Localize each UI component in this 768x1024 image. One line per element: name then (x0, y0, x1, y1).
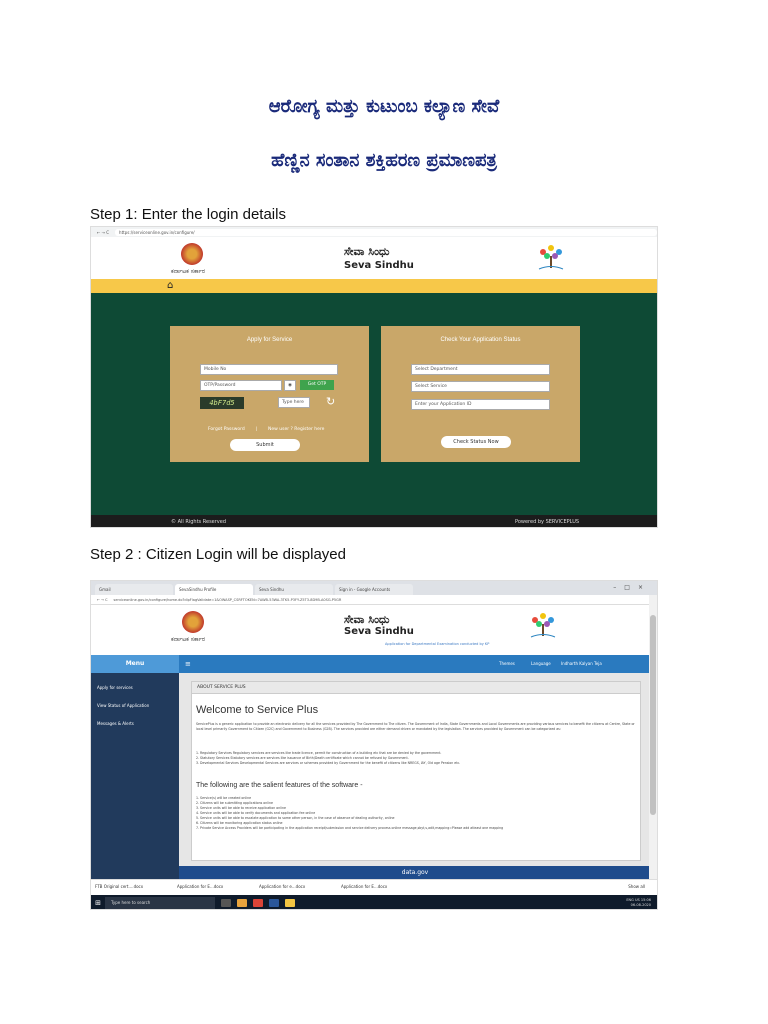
get-otp-button[interactable]: Get OTP (300, 380, 334, 390)
portal-header (91, 237, 657, 279)
sidebar-item-status[interactable]: View Status of Application (97, 703, 150, 708)
eye-icon[interactable]: ◉ (284, 380, 296, 391)
download-item[interactable]: Application for e...docx (259, 884, 306, 889)
themes-menu[interactable]: Themes (499, 661, 515, 666)
otp-input[interactable]: OTP/Password (200, 380, 282, 391)
tab-google-signin[interactable]: Sign in - Google Accounts (335, 584, 413, 595)
url-field[interactable]: serviceonline.gov.in/configure/home.do?dipFlagValidate=1&OWASP_CSRFTOKEN=7AWB-53WA-3TK5-P3FY-Z5T3-8D9B-A0SG-P5GR (113, 597, 342, 602)
feature-7: 7. Private Service Access Providers will be participating in the application receipt/submission and service delivery process online message,sbyt,s,adit,mapping=Please add atleast one mapping (196, 826, 504, 830)
portal-title: Seva Sindhu (344, 626, 414, 637)
step1-label: Step 1: Enter the login details (90, 206, 286, 223)
forgot-password-link[interactable]: Forgot Password (208, 427, 245, 432)
downloads-bar (91, 879, 658, 893)
sidebar-item-apply[interactable]: Apply for services (97, 685, 133, 690)
refresh-captcha-icon[interactable]: ↻ (326, 395, 336, 408)
portal-title-kannada: ಸೇವಾ ಸಿಂಧು (344, 613, 390, 626)
task-view-icon[interactable] (221, 899, 231, 907)
url-field[interactable]: https://serviceonline.gov.in/configure/ (115, 229, 657, 236)
powered-by-text: Powered by SERVICEPLUS (515, 519, 580, 525)
download-item[interactable]: Application for E...docx (341, 884, 388, 889)
service-select[interactable]: Select Service (411, 381, 550, 392)
karnataka-emblem-icon (181, 243, 203, 265)
seva-sindhu-logo-icon (535, 242, 567, 272)
system-clock (626, 898, 658, 908)
download-item[interactable]: FTB Original cert....docx (95, 884, 144, 889)
portal-title-kannada: ಸೇವಾ ಸಿಂಧು (344, 245, 390, 258)
sidebar-item-messages[interactable]: Messages & Alerts (97, 721, 134, 726)
heading-line-2: ಹೆಣ್ಣಿನ ಸಂತಾನ ಶಕ್ತಿಹರಣ ಪ್ರಮಾಣಪತ್ರ (271, 150, 497, 171)
feature-5: 5. Service units will be able to escalate application to some other person, in the case of absence of dealing authority, online (196, 816, 395, 820)
portal-header (91, 605, 657, 653)
scrollbar[interactable] (649, 595, 657, 879)
notes-icon[interactable] (285, 899, 295, 907)
time-label: 15:06 (640, 898, 651, 902)
portal-title: Seva Sindhu (344, 260, 414, 271)
mobile-input[interactable]: Mobile No (200, 364, 338, 375)
address-bar[interactable] (91, 227, 657, 237)
captcha-input[interactable]: Type here (278, 397, 310, 408)
portal-subtitle: Application for Departmental Examination conducted by KP (385, 642, 490, 646)
show-all-button[interactable]: Show all (628, 884, 645, 889)
status-panel-title: Check Your Application Status (440, 337, 521, 343)
state-label: ಕರ್ನಾಟಕ ಸರ್ಕಾರ (171, 268, 206, 275)
menu-label[interactable]: Menu (91, 655, 179, 673)
taskbar (91, 895, 658, 910)
lang-label: ENG (626, 898, 634, 902)
feature-2: 2. Citizens will be submitting applications online (196, 801, 274, 805)
address-bar[interactable] (91, 595, 657, 605)
category-2: 2. Statutory Services Statutory services are services like issuance of Birth/Death certificate which cannot be refused by Government. (196, 756, 409, 760)
tab-profile[interactable]: SevaSindhu Profile (175, 584, 253, 595)
feature-1: 1. Service(s) will be created online (196, 796, 252, 800)
feature-6: 6. Citizens will be monitoring application status online (196, 821, 283, 825)
portal-footer (91, 515, 658, 528)
date-label: 06-08-2020 (630, 903, 651, 907)
nav-arrows-icon[interactable]: ← → C (97, 597, 108, 602)
application-id-input[interactable]: Enter your Application ID (411, 399, 550, 410)
status-panel (381, 326, 580, 462)
top-menu-bar (91, 655, 651, 673)
apply-panel-title: Apply for Service (246, 337, 293, 343)
explorer-icon[interactable] (237, 899, 247, 907)
step2-label: Step 2 : Citizen Login will be displayed (90, 546, 346, 563)
main-content (179, 673, 651, 879)
karnataka-emblem-icon (182, 611, 204, 633)
welcome-heading: Welcome to Service Plus (196, 704, 319, 716)
nav-bar (91, 279, 657, 293)
submit-button[interactable]: Submit (230, 439, 300, 451)
language-menu[interactable]: Language (531, 661, 551, 666)
category-1: 1. Regulatory Services Regulatory services are services like trade licence, permit for construction of a building etc that are be denied by the government. (196, 751, 442, 755)
sidebar (91, 673, 179, 879)
word-icon[interactable] (269, 899, 279, 907)
heading-line-1: ಆರೋಗ್ಯ ಮತ್ತು ಕುಟುಂಬ ಕಲ್ಯಾಣ ಸೇವೆ (268, 96, 500, 117)
region-label: US (634, 898, 640, 902)
login-area (91, 293, 658, 515)
citizen-login-screenshot (90, 580, 658, 910)
check-status-button[interactable]: Check Status Now (441, 436, 511, 448)
scrollbar-thumb[interactable] (650, 615, 656, 815)
browser-tabs (91, 581, 657, 595)
chrome-icon[interactable] (253, 899, 263, 907)
download-item[interactable]: Application for E...docx (177, 884, 224, 889)
tab-seva-sindhu[interactable]: Seva Sindhu (255, 584, 333, 595)
features-heading: The following are the salient features of the software - (196, 782, 363, 789)
home-icon[interactable]: ⌂ (167, 280, 174, 291)
category-3: 3. Developmental Services Developmental Services are services or schemes provided by Government for the benefit of citizens like NREGS, IAY, Old age Pension etc. (196, 761, 461, 765)
state-label: ಕರ್ನಾಟಕ ಸರ್ಕಾರ (171, 636, 206, 643)
intro-text: ServicePlus is a generic application to provide an electronic delivery for all the services provided by The Government to The citizen. The Government of India, State Governments and Local Governments are providing various services to benefit the citizens at Centre, State or local level primarily Government to Citizen (G2C) and Government to Business (G2B). The services provided are either demand driven or mandated by the legislation. The services provided by Government can be categorized as: (196, 722, 635, 731)
window-controls-icon[interactable]: –□× (613, 584, 651, 591)
captcha-image: 4bF7d5 (200, 397, 244, 409)
windows-start-icon[interactable]: ⊞ (95, 899, 101, 907)
about-card (191, 681, 641, 861)
card-header: ABOUT SERVICE PLUS (192, 682, 640, 694)
link-separator: | (256, 427, 258, 432)
user-menu[interactable]: Indharth Kalyan Teja (561, 661, 602, 666)
nav-arrows-icon[interactable]: ← → C (97, 229, 110, 235)
copyright-text: © All Rights Reserved (171, 519, 227, 525)
register-link[interactable]: New user ? Register here (268, 427, 325, 432)
feature-4: 4. Service units will be able to verify documents and application fee online (196, 811, 316, 815)
partner-band: data.gov (179, 866, 651, 880)
apply-service-panel (170, 326, 369, 462)
department-select[interactable]: Select Department (411, 364, 550, 375)
feature-3: 3. Service units will be able to receive application online (196, 806, 287, 810)
hamburger-icon[interactable]: ≡ (185, 660, 191, 668)
tab-gmail[interactable]: Gmail (95, 584, 173, 595)
taskbar-search[interactable]: Type here to search (105, 897, 215, 909)
seva-sindhu-logo-icon (527, 610, 559, 640)
login-screenshot (90, 226, 658, 528)
